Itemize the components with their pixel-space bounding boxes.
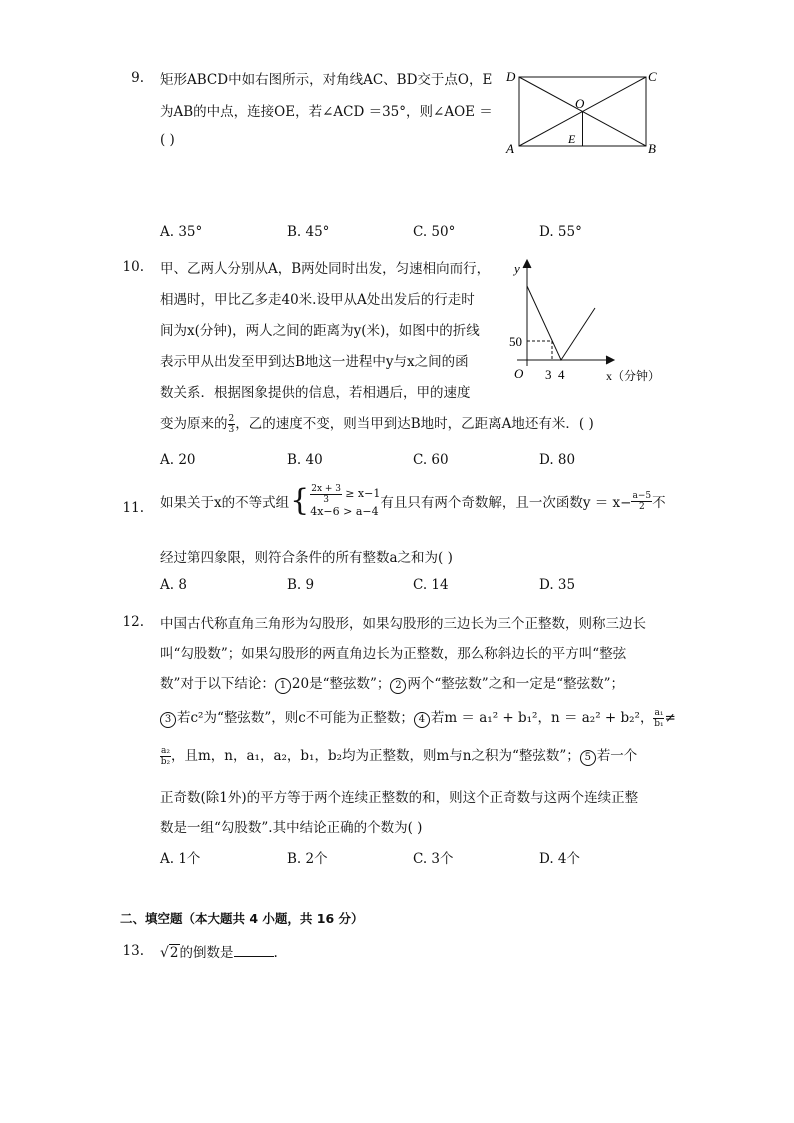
question-text: 变为原来的 $\frac{2}{3}$ ，乙的速度不变，则当甲到达B地时，乙距离A地还有米．( ) [160,414,594,435]
question-text: 数关系．根据图象提供的信息，若相遇后，甲的速度 [160,385,471,401]
vertex-label-d: D [506,69,516,84]
choice-d[interactable]: D. 80 [539,452,576,468]
choice-c[interactable]: C. 3个 [413,851,454,867]
question-number: 11. [122,500,144,516]
function-graph [500,256,670,386]
choice-b[interactable]: B. 40 [287,452,323,468]
point-label-o: O [575,96,585,111]
choice-d[interactable]: D. 35 [539,577,576,593]
choice-a[interactable]: A. 20 [160,452,196,468]
circled-number: 5 [580,750,596,766]
rectangle-figure [500,66,665,156]
fraction: $\frac{\text{a₁}}{\text{b₁}}$ [654,708,664,729]
section-heading: 二、填空题（本大题共 4 小题，共 16 分） [120,911,364,926]
choice-a[interactable]: A. 35° [160,224,203,240]
question-text: ( ) [160,132,175,148]
origin-label: O [514,366,524,381]
circled-number: 1 [275,678,291,694]
choice-b[interactable]: B. 9 [287,577,315,593]
choice-a[interactable]: A. 8 [160,577,187,593]
question-text: 正奇数(除1外)的平方等于两个连续正整数的和，则这个正奇数与这两个连续正整 [160,790,639,806]
brace-icon: { [290,483,310,518]
choice-d[interactable]: D. 4个 [539,851,581,867]
choice-a[interactable]: A. 1个 [160,851,201,867]
fraction: $\frac{\text{a₂}}{\text{b₂}}$ [160,746,171,767]
question-text: 矩形ABCD中如右图所示，对角线AC、BD交于点O，E [160,72,493,88]
fraction: $\frac{a-5}{2}$ [632,490,652,512]
answer-blank[interactable] [234,944,274,957]
question-text: √2的倒数是 . [160,945,278,961]
question-text: 叫“勾股数”；如果勾股形的两直角边长为正整数，那么称斜边长的平方叫“整弦 [160,646,627,662]
circled-number: 4 [414,712,430,728]
question-text: 甲、乙两人分别从A，B两处同时出发，匀速相向而行， [160,261,491,277]
circled-number: 3 [160,712,176,728]
choice-b[interactable]: B. 45° [287,224,330,240]
question-text: 经过第四象限，则符合条件的所有整数a之和为( ) [160,550,453,566]
question-number: 9. [131,70,144,86]
choice-c[interactable]: C. 14 [413,577,449,593]
x-axis-label: x（分钟） [606,369,661,383]
choice-c[interactable]: C. 60 [413,452,449,468]
vertex-label-b: B [648,141,656,156]
inequality-system: $\frac{2x + 3}{3}$ ≥ x−1 4x−6 > a−4 [310,484,381,518]
circled-number: 2 [390,678,406,694]
sqrt-icon: √ [160,945,169,961]
question-text: 数是一组“勾股数”.其中结论正确的个数为( ) [160,820,423,836]
x-tick-label: 3 [545,367,552,382]
question-text: 数”对于以下结论： 1 20是“整弦数”； 2 两个“整弦数”之和一定是“整弦数”； [160,676,624,692]
question-text: 相遇时，甲比乙多走40米.设甲从A处出发后的行走时 [160,292,475,308]
question-text: 表示甲从出发至甲到达B地这一进程中y与x之间的函 [160,354,469,370]
point-label-e: E [568,132,576,146]
fraction: $\frac{2}{3}$ [228,414,235,435]
choice-b[interactable]: B. 2个 [287,851,328,867]
question-text: $\frac{\text{a₂}}{\text{b₂}}$ ，且m，n，a₁，a₂，b₁，b₂均为正整数，则m与n之积为“整弦数”； 5 若一个 [160,746,638,767]
question-text: 3 若c²为“整弦数”，则c不可能为正整数； 4 若m ＝ a₁² + b₁²，n ＝ a₂² + b₂²， $\frac{\text{a₁}}{\text{b₁}}$ ≠ [160,706,676,729]
x-tick-label: 4 [558,367,565,382]
question-number: 12. [122,614,144,630]
question-text: 如果关于x的不等式组 { $\frac{2x + 3}{3}$ ≥ x−1 4x−6 > a−4 有且只有两个奇数解，且一次函数y ＝ x− $\frac{a-5}{2}$ 不 [160,483,666,518]
choice-c[interactable]: C. 50° [413,224,456,240]
vertex-label-a: A [506,141,514,156]
question-text: 为AB的中点，连接OE，若∠ACD ＝35°，则∠AOE ＝ [160,104,493,120]
choice-d[interactable]: D. 55° [539,224,582,240]
y-tick-label: 50 [509,334,522,349]
y-axis-label: y [514,261,520,276]
vertex-label-c: C [648,69,657,84]
question-text: 中国古代称直角三角形为勾股形，如果勾股形的三边长为三个正整数，则称三边长 [160,616,646,632]
question-number: 13. [122,943,144,959]
question-text: 间为x(分钟)，两人之间的距离为y(米)，如图中的折线 [160,323,480,339]
question-number: 10. [122,259,144,275]
